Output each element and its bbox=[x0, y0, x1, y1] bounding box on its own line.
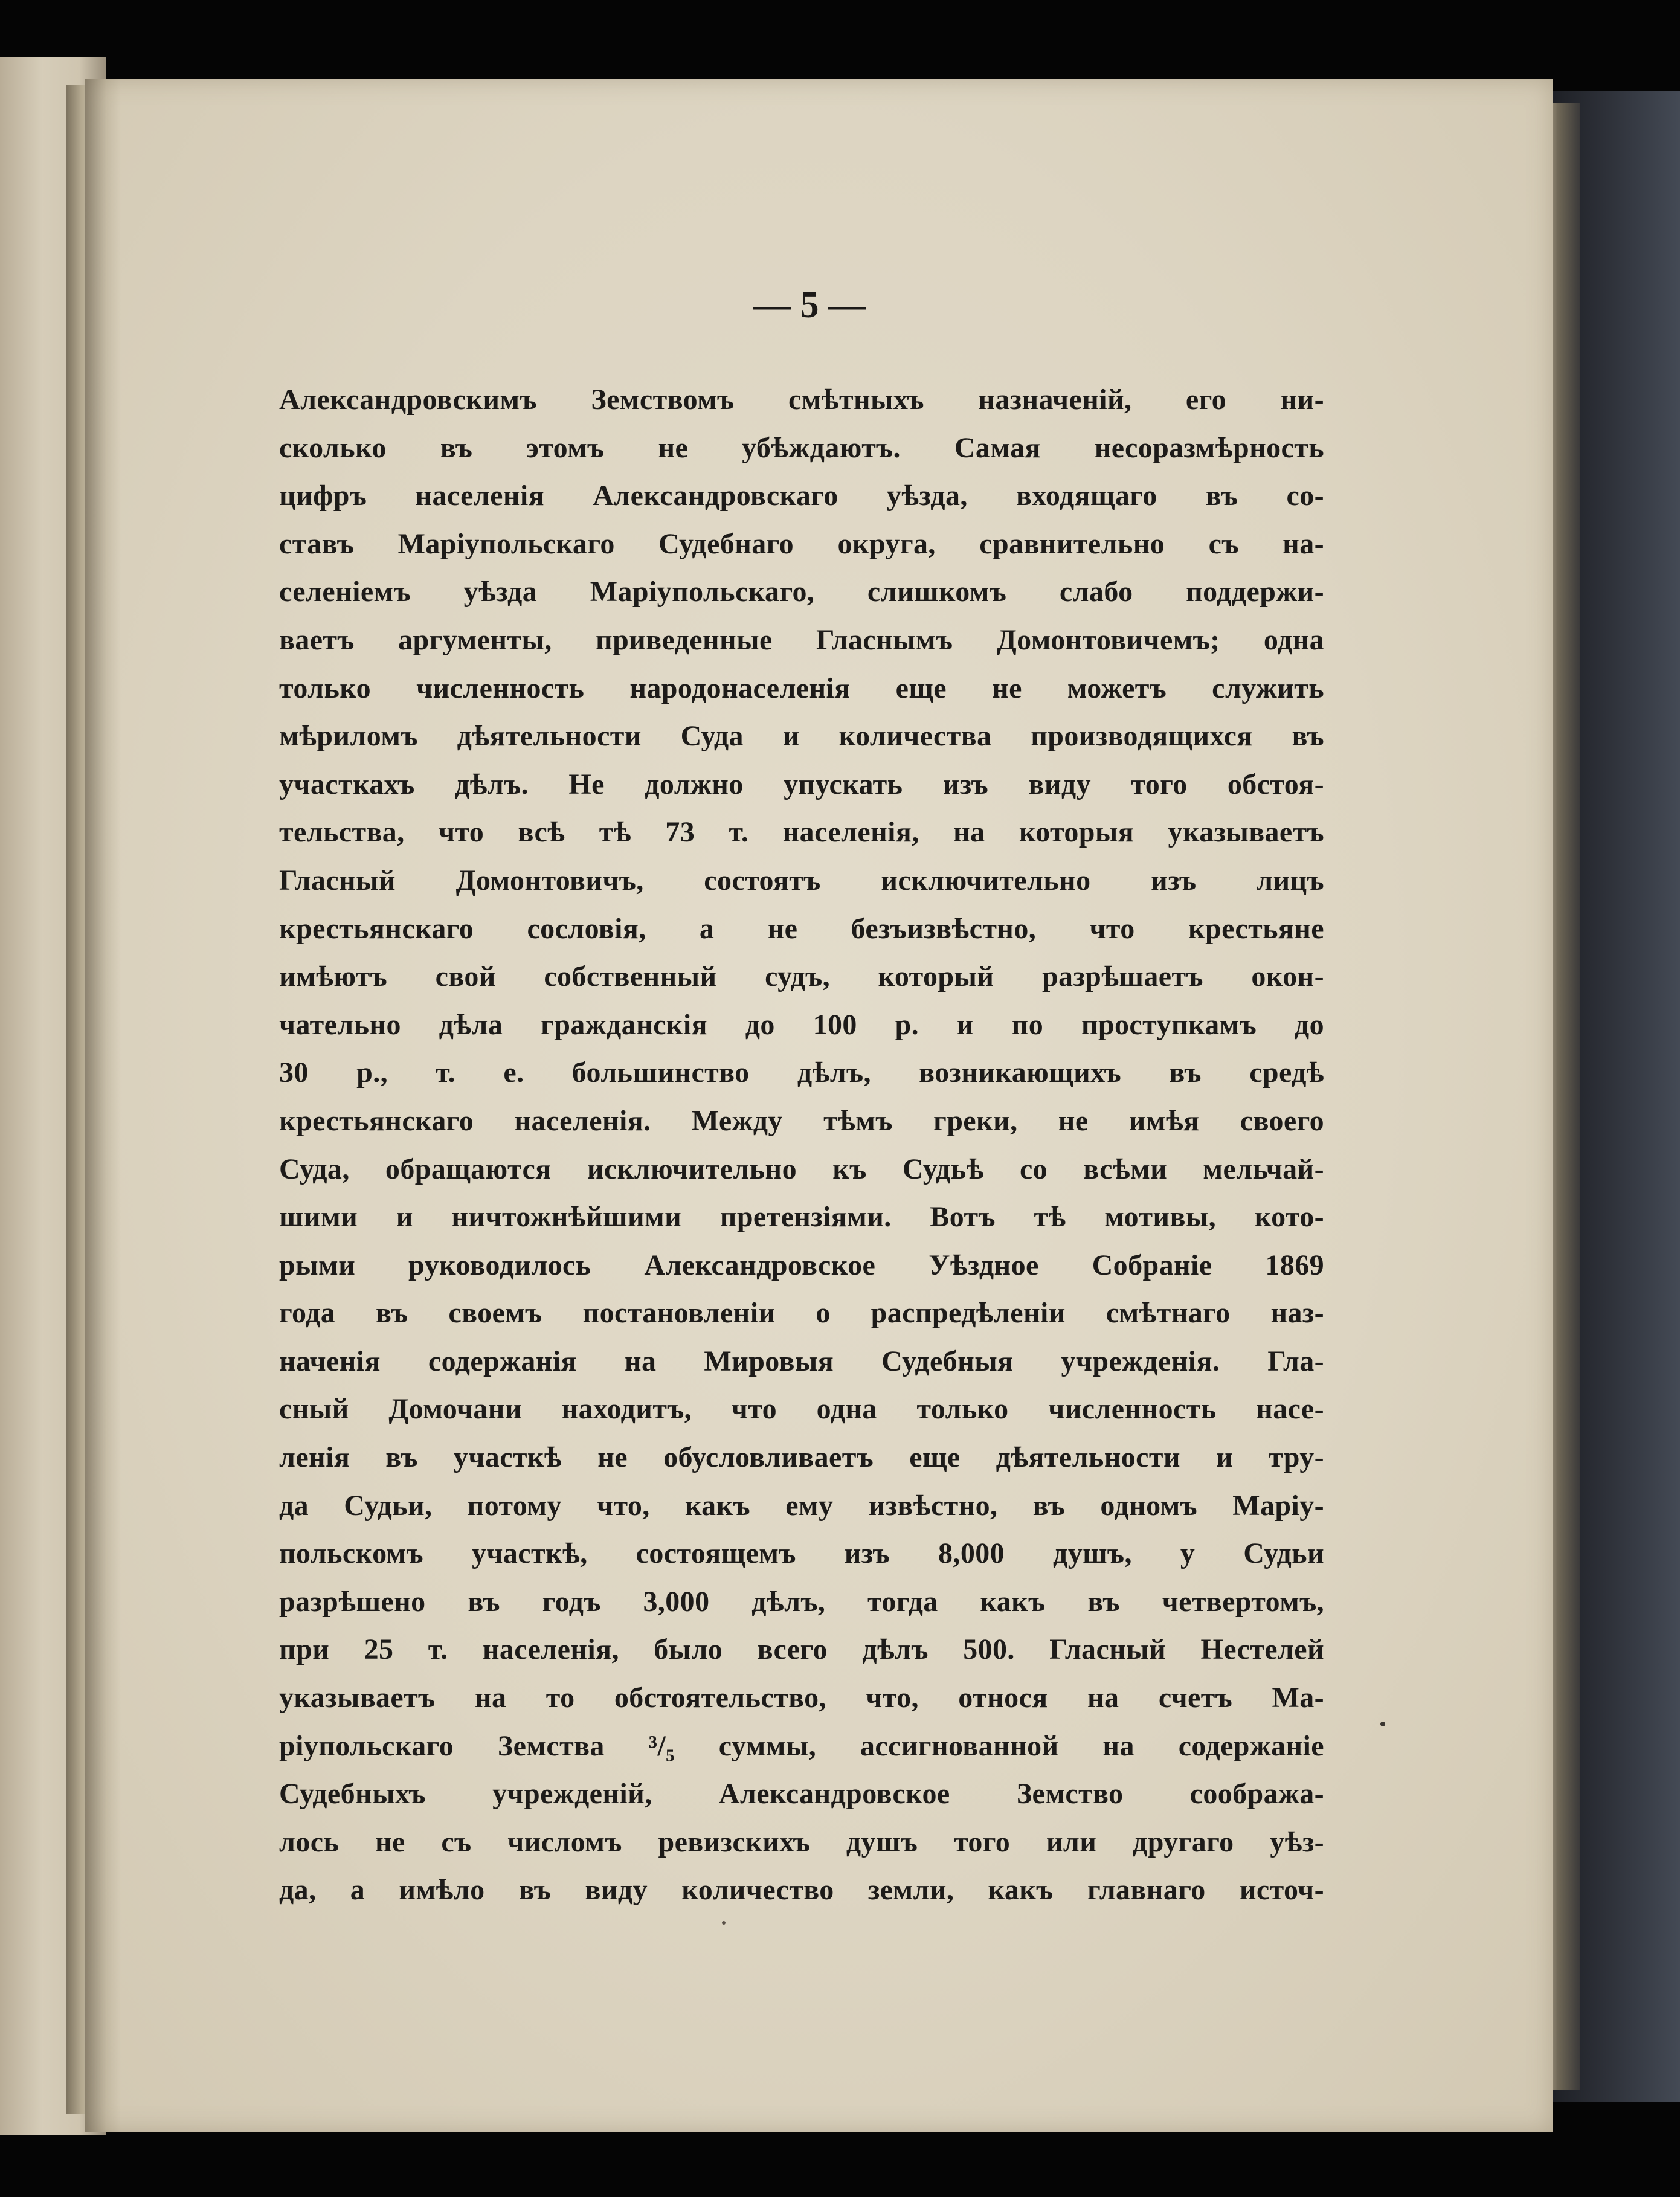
text-line: ленія въ участкѣ не обусловливаетъ еще дѣятельности и тру- bbox=[279, 1441, 1324, 1474]
text-line: тельства, что всѣ тѣ 73 т. населенія, на которыя указываетъ bbox=[279, 816, 1324, 849]
page-number: — 5 — bbox=[753, 285, 866, 326]
text-line: 30 р., т. е. большинство дѣлъ, возникающихъ въ средѣ bbox=[279, 1057, 1324, 1089]
text-line: Александровскимъ Земствомъ смѣтныхъ назначеній, его ни- bbox=[279, 384, 1324, 416]
text-line: шими и ничтожнѣйшими претензіями. Вотъ тѣ мотивы, кото- bbox=[279, 1201, 1324, 1234]
text-line: года въ своемъ постановленіи о распредѣленіи смѣтнаго наз- bbox=[279, 1297, 1324, 1330]
text-line: при 25 т. населенія, было всего дѣлъ 500. Гласный Нестелей bbox=[279, 1633, 1324, 1666]
text-line: цифръ населенія Александровскаго уѣзда, входящаго въ со- bbox=[279, 480, 1324, 512]
text-line: сколько въ этомъ не убѣждаютъ. Самая несоразмѣрность bbox=[279, 431, 1324, 464]
text-line: рыми руководилось Александровское Уѣздное Собраніе 1869 bbox=[279, 1249, 1324, 1281]
text-line: имѣютъ свой собственный судъ, который разрѣшаетъ окон- bbox=[279, 960, 1324, 993]
text-line: ваетъ аргументы, приведенные Гласнымъ Домонтовичемъ; одна bbox=[279, 623, 1324, 656]
text-line: чательно дѣла гражданскія до 100 р. и по проступкамъ до bbox=[279, 1008, 1324, 1041]
text-line: мѣриломъ дѣятельности Суда и количества производящихся въ bbox=[279, 720, 1324, 753]
text-line: ріупольскаго Земства ³/₅ суммы, ассигнованной на содержаніе bbox=[279, 1729, 1324, 1762]
ink-speck bbox=[1380, 1722, 1385, 1726]
text-line: крестьянскаго населенія. Между тѣмъ греки, не имѣя своего bbox=[279, 1104, 1324, 1137]
text-line: участкахъ дѣлъ. Не должно упускать изъ виду того обстоя- bbox=[279, 768, 1324, 800]
text-line: сный Домочани находитъ, что одна только численность насе- bbox=[279, 1393, 1324, 1426]
text-line: Суда, обращаются исключительно къ Судьѣ со всѣми мельчай- bbox=[279, 1153, 1324, 1185]
text-line: Гласный Домонтовичъ, состоятъ исключительно изъ лицъ bbox=[279, 864, 1324, 896]
text-line: да, а имѣло въ виду количество земли, какъ главнаго источ- bbox=[279, 1874, 1324, 1906]
text-line: Судебныхъ учрежденій, Александровское Земство сообража- bbox=[279, 1778, 1324, 1810]
text-line: крестьянскаго сословія, а не безъизвѣстно, что крестьяне bbox=[279, 912, 1324, 945]
ink-speck bbox=[722, 1921, 726, 1925]
text-line: польскомъ участкѣ, состоящемъ изъ 8,000 душъ, у Судьи bbox=[279, 1537, 1324, 1570]
text-line: селеніемъ уѣзда Маріупольскаго, слишкомъ слабо поддержи- bbox=[279, 576, 1324, 608]
text-line: указываетъ на то обстоятельство, что, относя на счетъ Ма- bbox=[279, 1682, 1324, 1714]
text-line: ставъ Маріупольскаго Судебнаго округа, сравнительно съ на- bbox=[279, 527, 1324, 560]
page-gutter-shadow bbox=[85, 79, 121, 2132]
text-line: лось не съ числомъ ревизскихъ душъ того или другаго уѣз- bbox=[279, 1825, 1324, 1858]
text-line: только численность народонаселенія еще не можетъ служить bbox=[279, 672, 1324, 704]
text-line: разрѣшено въ годъ 3,000 дѣлъ, тогда какъ въ четвертомъ, bbox=[279, 1585, 1324, 1618]
body-text bbox=[279, 376, 1324, 1914]
text-line: наченія содержанія на Мировыя Судебныя учрежденія. Гла- bbox=[279, 1345, 1324, 1377]
text-line: да Судьи, потому что, какъ ему извѣстно, въ одномъ Маріу- bbox=[279, 1489, 1324, 1522]
